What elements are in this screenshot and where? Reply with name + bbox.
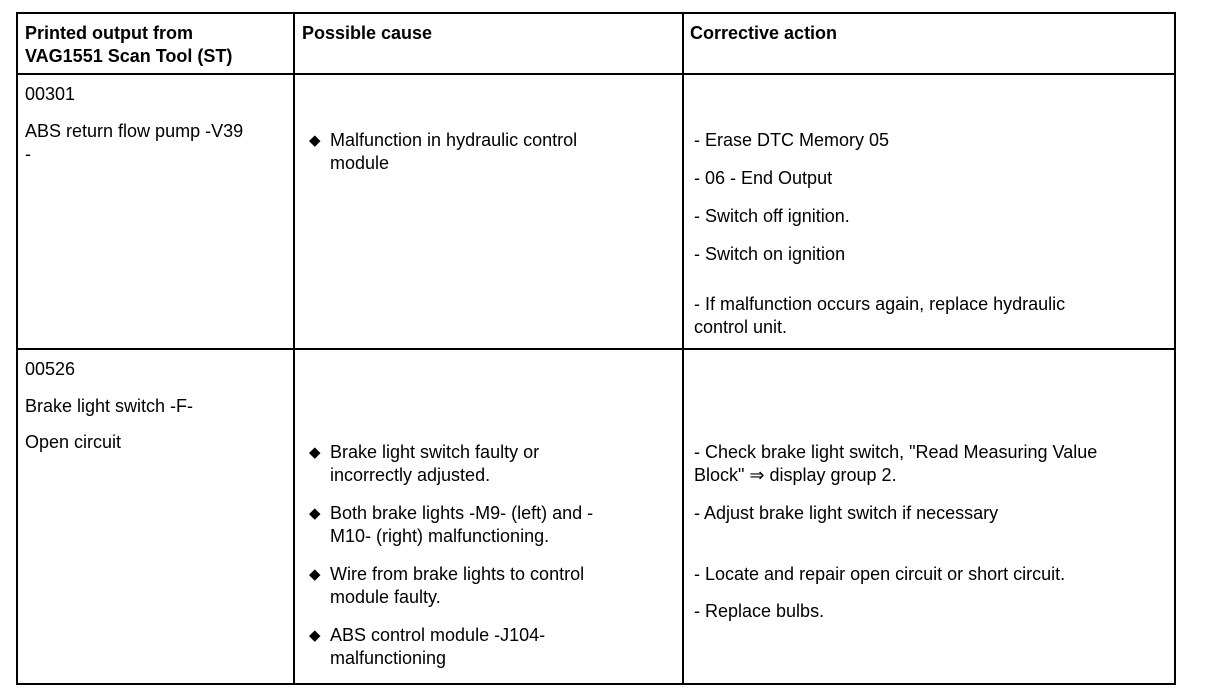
row-2-cause-3-line-2: module faulty. <box>330 587 441 607</box>
row-1-action-4: - Switch on ignition <box>694 244 846 264</box>
row-2-cause-4-line-1: ABS control module -J104- <box>330 625 546 645</box>
row-2-action-3: - Locate and repair open circuit or short circuit. <box>694 564 1066 584</box>
row-1-action-5-line-1: - If malfunction occurs again, replace hydraulic <box>694 294 1066 314</box>
row-2-component: Brake light switch -F- <box>25 396 194 416</box>
row-2-cause-1-line-2: incorrectly adjusted. <box>330 465 491 485</box>
row-1-component-line-1: ABS return flow pump -V39 <box>25 121 244 141</box>
header-printed-output <box>25 22 232 68</box>
header-corrective-action: Corrective action <box>690 23 838 43</box>
row-2-code: 00526 <box>25 359 76 379</box>
row-2-cause-2-line-2: M10- (right) malfunctioning. <box>330 526 550 546</box>
row-2-cause-2-line-1: Both brake lights -M9- (left) and - <box>330 503 594 523</box>
row-2-action-2: - Adjust brake light switch if necessary <box>694 503 999 523</box>
row-1-action-5-line-2: control unit. <box>694 317 788 337</box>
row-2-cause-4-line-2: malfunctioning <box>330 648 447 668</box>
diamond-bullet-icon: ◆ <box>309 505 321 522</box>
row-1-action-2: - 06 - End Output <box>694 168 833 188</box>
row-divider <box>18 348 1174 350</box>
row-1-component-line-2: - <box>25 144 31 164</box>
header-divider <box>18 73 1174 75</box>
diamond-bullet-icon: ◆ <box>309 444 321 461</box>
diagnostic-table <box>16 12 1176 685</box>
row-2-action-4: - Replace bulbs. <box>694 601 825 621</box>
header-printed-output-line-2: VAG1551 Scan Tool (ST) <box>25 46 233 66</box>
diamond-bullet-icon: ◆ <box>309 627 321 644</box>
diamond-bullet-icon: ◆ <box>309 566 321 583</box>
row-2-cause-1-line-1: Brake light switch faulty or <box>330 442 540 462</box>
row-1-cause-1-line-2: module <box>330 153 390 173</box>
row-2-cause-3-line-1: Wire from brake lights to control <box>330 564 585 584</box>
row-1-cause-1-line-1: Malfunction in hydraulic control <box>330 130 578 150</box>
row-1-code: 00301 <box>25 84 76 104</box>
row-2-action-1-line-2: Block" ⇒ display group 2. <box>694 465 897 485</box>
header-possible-cause: Possible cause <box>302 23 433 43</box>
diamond-bullet-icon: ◆ <box>309 132 321 149</box>
header-printed-output-line-1: Printed output from <box>25 23 193 43</box>
row-2-condition: Open circuit <box>25 432 122 452</box>
row-2-action-1-line-1: - Check brake light switch, "Read Measuring Value <box>694 442 1098 462</box>
row-1-action-1: - Erase DTC Memory 05 <box>694 130 890 150</box>
row-1-action-3: - Switch off ignition. <box>694 206 850 226</box>
